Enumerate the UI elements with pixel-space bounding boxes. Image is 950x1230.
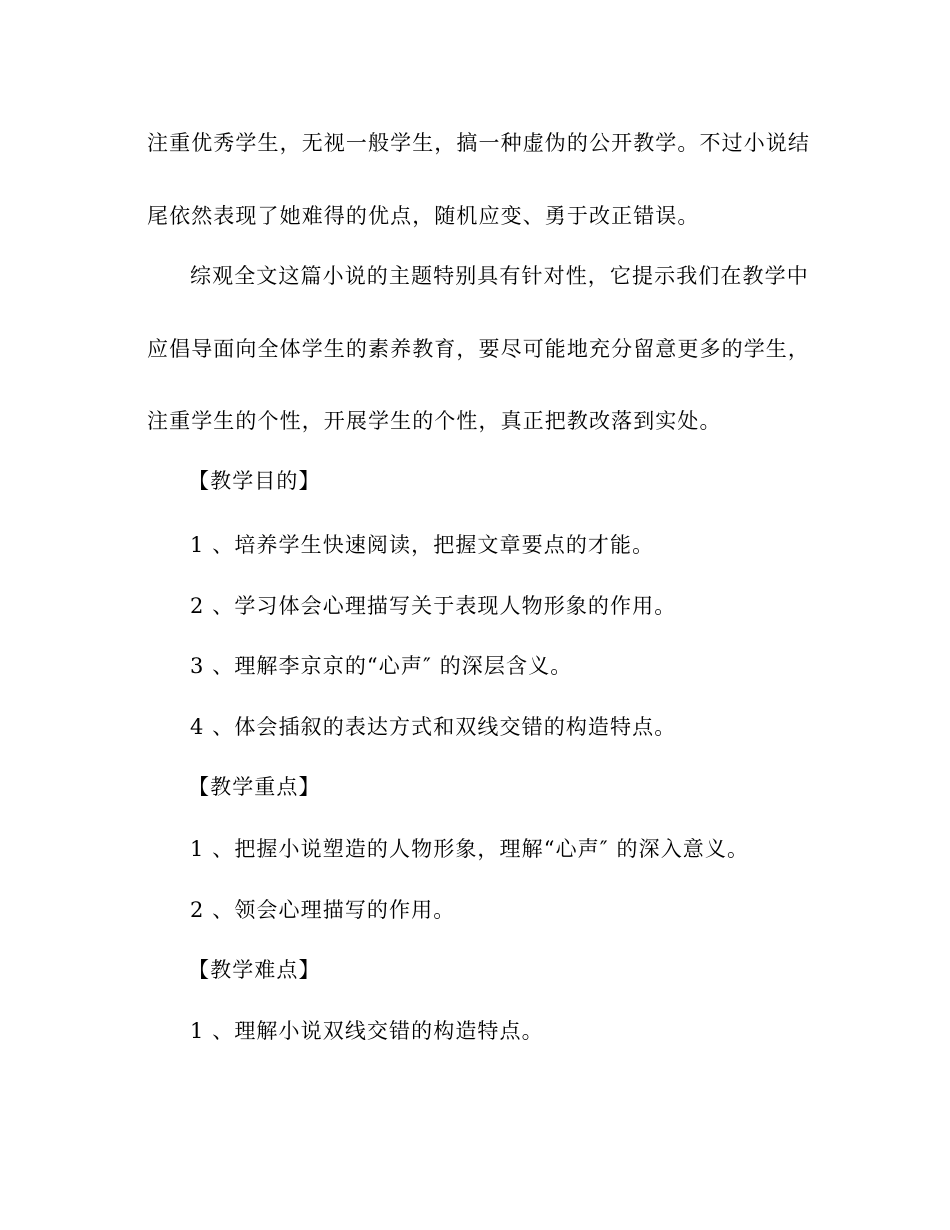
heading-difficulties: 【教学难点】 <box>188 958 321 982</box>
paragraph-1-line-2: 尾依然表现了她难得的优点，随机应变、勇于改正错误。 <box>147 204 700 228</box>
goal-item-4: 4 、体会插叙的表达方式和双线交错的构造特点。 <box>190 715 677 739</box>
goal-item-3: 3 、理解李京京的“心声″ 的深层含义。 <box>190 654 573 678</box>
paragraph-2-line-1: 综观全文这篇小说的主题特别具有针对性，它提示我们在教学中 <box>190 264 809 288</box>
paragraph-2-line-3: 注重学生的个性，开展学生的个性，真正把教改落到实处。 <box>147 409 722 433</box>
goal-item-1: 1 、培养学生快速阅读，把握文章要点的才能。 <box>190 533 655 557</box>
heading-teaching-goals: 【教学目的】 <box>188 469 321 493</box>
paragraph-1-line-1: 注重优秀学生，无视一般学生，搞一种虚伪的公开教学。不过小说结 <box>147 131 810 155</box>
key-point-item-2: 2 、领会心理描写的作用。 <box>190 898 456 922</box>
difficulty-item-1: 1 、理解小说双线交错的构造特点。 <box>190 1019 544 1043</box>
paragraph-2-line-2: 应倡导面向全体学生的素养教育，要尽可能地充分留意更多的学生， <box>147 337 810 361</box>
goal-item-2: 2 、学习体会心理描写关于表现人物形象的作用。 <box>190 594 677 618</box>
heading-key-points: 【教学重点】 <box>188 775 321 799</box>
key-point-item-1: 1 、把握小说塑造的人物形象，理解“心声″ 的深入意义。 <box>190 837 750 861</box>
